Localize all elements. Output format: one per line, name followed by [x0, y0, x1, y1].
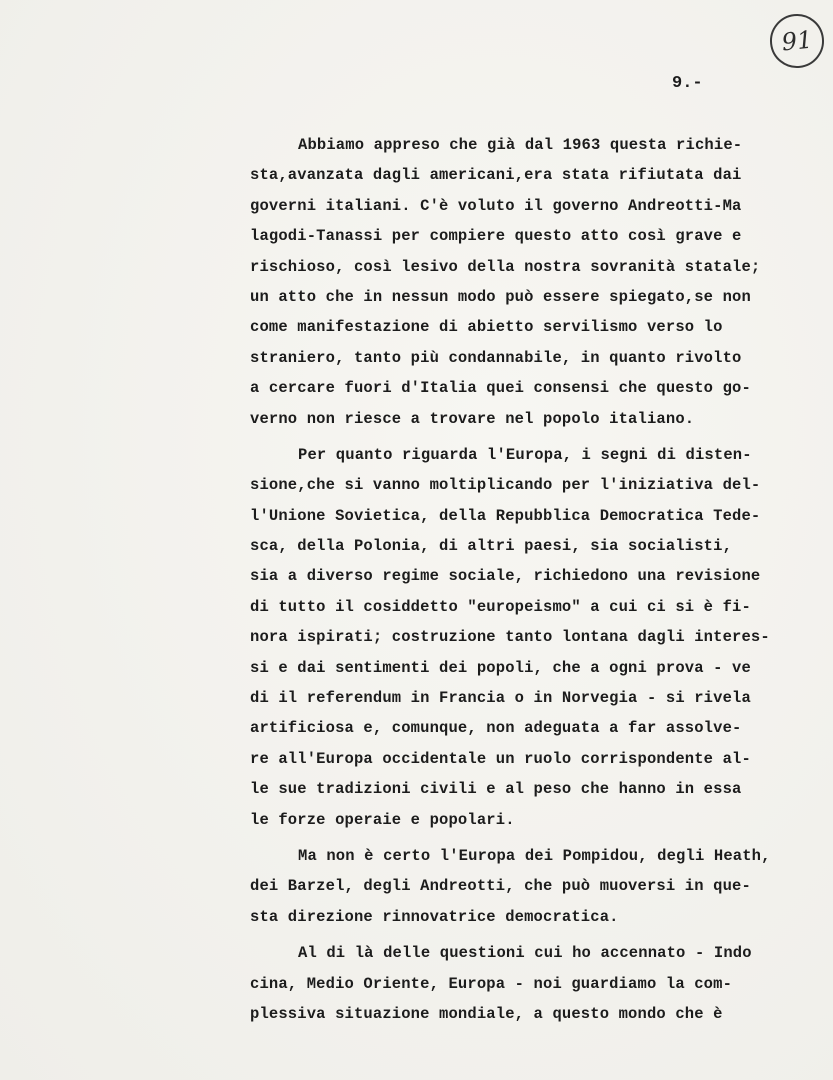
- text-line: cina, Medio Oriente, Europa - noi guardiamo la com-: [250, 974, 733, 993]
- text-line: l'Unione Sovietica, della Repubblica Democratica Tede-: [250, 506, 761, 525]
- text-line: sta,avanzata dagli americani,era stata rifiutata dai: [250, 166, 742, 185]
- text-line: verno non riesce a trovare nel popolo italiano.: [250, 409, 695, 428]
- text-line: le sue tradizioni civili e al peso che hanno in essa: [250, 780, 742, 799]
- text-line: a cercare fuori d'Italia quei consensi che questo go-: [250, 379, 751, 398]
- text-line: un atto che in nessun modo può essere spiegato,se non: [250, 287, 751, 306]
- text-line: straniero, tanto più condannabile, in quanto rivolto: [250, 348, 742, 367]
- text-line: come manifestazione di abietto servilismo verso lo: [250, 318, 723, 337]
- text-line: rischioso, così lesivo della nostra sovranità statale;: [250, 257, 761, 276]
- text-line: governi italiani. C'è voluto il governo Andreotti-Ma: [250, 196, 742, 215]
- text-line: dei Barzel, degli Andreotti, che può muoversi in que-: [250, 877, 751, 896]
- text-line: le forze operaie e popolari.: [250, 810, 515, 829]
- text-line: Abbiamo appreso che già dal 1963 questa richie-: [298, 136, 743, 154]
- text-line: si e dai sentimenti dei popoli, che a ogni prova - ve: [250, 658, 751, 677]
- text-line: Al di là delle questioni cui ho accennato - Indo: [298, 944, 752, 963]
- text-line: Ma non è certo l'Europa dei Pompidou, degli Heath,: [298, 846, 771, 865]
- text-line: di tutto il cosiddetto "europeismo" a cui ci si è fi-: [250, 597, 751, 616]
- text-line: lagodi-Tanassi per compiere questo atto così grave e: [250, 227, 742, 246]
- text-line: sia a diverso regime sociale, richiedono una revisione: [250, 567, 761, 586]
- body-text: [250, 130, 810, 1029]
- text-line: Per quanto riguarda l'Europa, i segni di disten-: [298, 445, 752, 464]
- page-number: 9.-: [672, 74, 703, 93]
- text-line: sta direzione rinnovatrice democratica.: [250, 907, 619, 926]
- text-line: sca, della Polonia, di altri paesi, sia socialisti,: [250, 537, 733, 556]
- text-line: plessiva situazione mondiale, a questo mondo che è: [250, 1004, 723, 1023]
- text-line: di il referendum in Francia o in Norvegia - si rivela: [250, 689, 751, 708]
- text-line: nora ispirati; costruzione tanto lontana dagli interes-: [250, 628, 770, 647]
- text-line: artificiosa e, comunque, non adeguata a far assolve-: [250, 719, 742, 738]
- page-stamp: 91: [767, 11, 826, 70]
- text-line: re all'Europa occidentale un ruolo corrispondente al-: [250, 749, 751, 768]
- text-line: sione,che si vanno moltiplicando per l'iniziativa del-: [250, 476, 761, 495]
